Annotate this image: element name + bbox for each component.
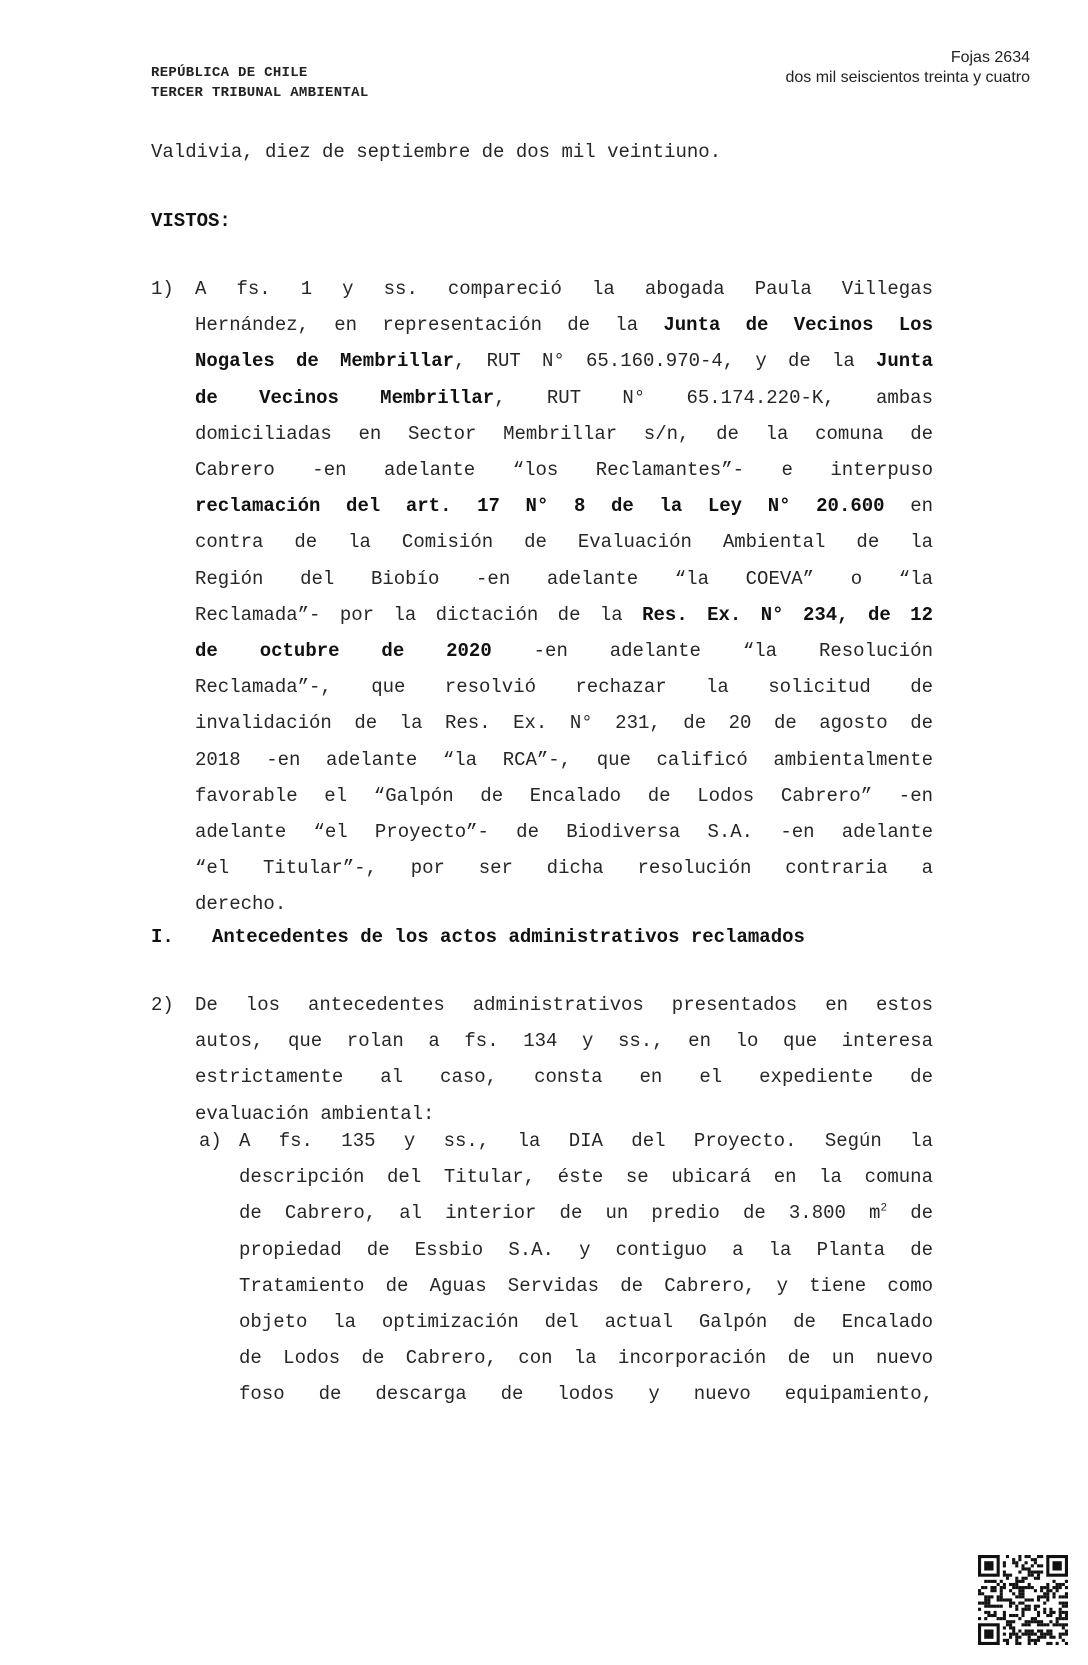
bold-segment: de octubre de 2020 — [195, 640, 492, 662]
text-line: foso de descarga de lodos y nuevo equipamiento, — [239, 1383, 933, 1406]
text-line — [195, 640, 933, 662]
date-line: Valdivia, diez de septiembre de dos mil veintiuno. — [151, 141, 722, 163]
text-line: descripción del Titular, éste se ubicará en la comuna — [239, 1166, 933, 1189]
tribunal-label: TERCER TRIBUNAL AMBIENTAL — [151, 85, 369, 101]
text-line: Región del Biobío -en adelante “la COEVA” o “la — [195, 567, 933, 590]
text-line — [195, 604, 933, 626]
bold-segment: Nogales de Membrillar — [195, 350, 455, 373]
text-line: 2018 -en adelante “la RCA”-, que calificó ambientalmente — [195, 748, 933, 771]
text-line — [195, 387, 933, 409]
subparagraph-letter-a: a) — [199, 1130, 222, 1152]
section-title: Antecedentes de los actos administrativos reclamados — [212, 926, 805, 948]
text-line — [195, 314, 933, 336]
text-segment: , RUT N° 65.174.220-K, ambas — [494, 386, 933, 409]
text-line: contra de la Comisión de Evaluación Ambiental de la — [195, 531, 933, 554]
bold-segment: Junta de Vecinos Los — [663, 314, 933, 337]
qr-code-icon — [978, 1555, 1068, 1645]
paragraph-number-1: 1) — [151, 278, 174, 300]
text-segment: de — [887, 1202, 933, 1225]
text-line: “el Titular”-, por ser dicha resolución contraria a — [195, 857, 933, 880]
vistos-heading: VISTOS: — [151, 210, 231, 232]
text-segment: Hernández, en representación de la — [195, 314, 664, 337]
text-line: propiedad de Essbio S.A. y contiguo a la Planta de — [239, 1238, 933, 1261]
text-line: de Lodos de Cabrero, con la incorporación de un nuevo — [239, 1347, 933, 1370]
text-line: Cabrero -en adelante “los Reclamantes”- e interpuso — [195, 459, 933, 481]
section-number: I. — [151, 926, 174, 948]
bold-segment: de Vecinos Membrillar — [195, 386, 495, 409]
text-segment: Reclamada”- por la dictación de la — [195, 603, 643, 626]
text-line: A fs. 135 y ss., la DIA del Proyecto. Según la — [239, 1130, 933, 1152]
text-line: objeto la optimización del actual Galpón de Encalado — [239, 1311, 933, 1333]
document-header — [151, 63, 369, 103]
text-segment: , RUT N° 65.160.970-4, y de la — [454, 350, 876, 373]
text-line — [195, 350, 933, 372]
text-line: adelante “el Proyecto”- de Biodiversa S.A. -en adelante — [195, 821, 933, 843]
text-line: favorable el “Galpón de Encalado de Lodos Cabrero” -en — [195, 784, 933, 807]
text-line: Reclamada”-, que resolvió rechazar la solicitud de — [195, 676, 933, 699]
fojas-words: dos mil seiscientos treinta y cuatro — [785, 69, 1030, 86]
text-line — [239, 1202, 933, 1224]
republic-label: REPÚBLICA DE CHILE — [151, 65, 308, 81]
bold-segment: Res. Ex. N° 234, de 12 — [642, 603, 933, 626]
text-line: domiciliadas en Sector Membrillar s/n, de la comuna de — [195, 422, 933, 445]
bold-segment: reclamación del art. 17 N° 8 de la Ley N° 20.600 — [195, 495, 885, 518]
text-line: estrictamente al caso, consta en el expediente de — [195, 1066, 933, 1089]
bold-segment: Junta — [875, 350, 933, 373]
fojas-number: Fojas 2634 — [950, 49, 1030, 66]
text-line: De los antecedentes administrativos presentados en estos — [195, 994, 933, 1016]
text-segment: de Cabrero, al interior de un predio de 3.800 m — [239, 1202, 881, 1225]
paragraph-number-2: 2) — [151, 994, 174, 1016]
text-line: Tratamiento de Aguas Servidas de Cabrero, y tiene como — [239, 1274, 933, 1297]
text-line: derecho. — [195, 893, 287, 916]
fojas-block — [785, 48, 1030, 88]
text-line: invalidación de la Res. Ex. N° 231, de 20 de agosto de — [195, 712, 933, 735]
text-line: A fs. 1 y ss. compareció la abogada Paula Villegas — [195, 278, 933, 300]
superscript: 2 — [880, 1203, 888, 1216]
text-segment: -en adelante “la Resolución — [491, 640, 933, 662]
text-line: evaluación ambiental: — [195, 1102, 435, 1125]
text-line — [195, 495, 933, 517]
text-line: autos, que rolan a fs. 134 y ss., en lo que interesa — [195, 1030, 933, 1053]
text-segment: en — [884, 495, 933, 518]
